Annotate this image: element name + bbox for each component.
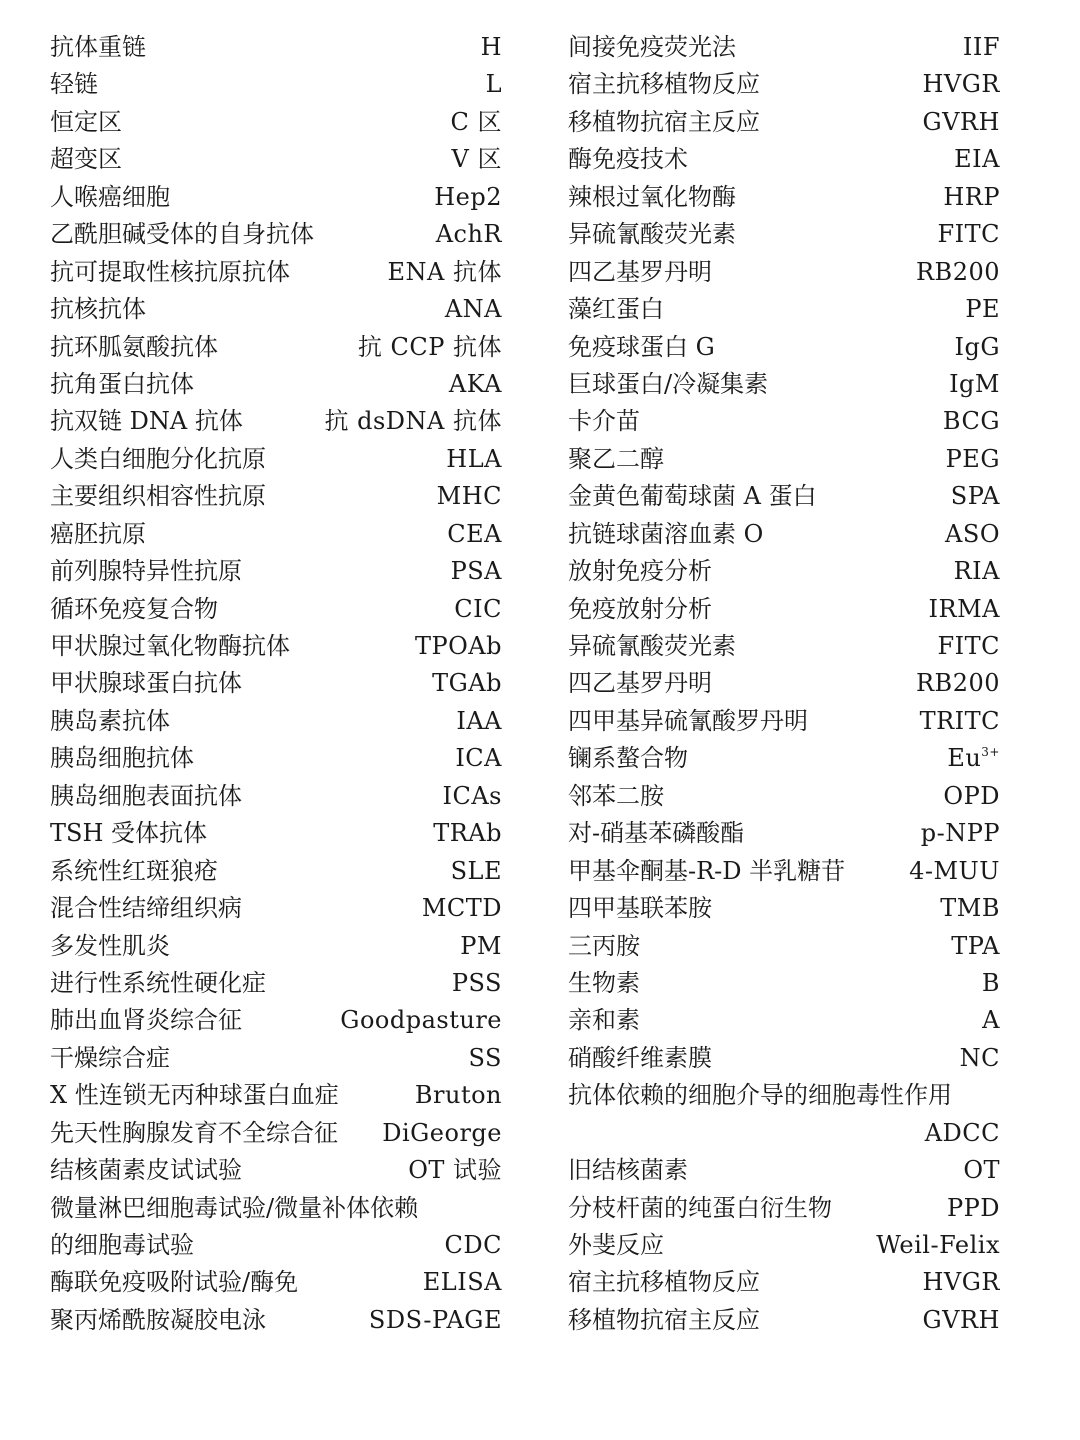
abbreviation-row	[568, 291, 1000, 328]
abbreviation-text	[937, 628, 1000, 665]
term-text: 胰岛素抗体	[50, 706, 170, 735]
term-text: 四甲基联苯胺	[568, 894, 712, 923]
abbreviation-text	[922, 66, 1000, 103]
abbreviation-text	[340, 1002, 502, 1039]
abbreviation-row	[50, 778, 502, 815]
abbreviation-row	[568, 965, 1000, 1002]
abbreviation-row	[568, 928, 1000, 965]
abbreviation-row	[568, 329, 1000, 366]
abbreviation-text	[451, 553, 502, 590]
abbreviation-value: ADCC	[924, 1118, 1000, 1147]
term-text: 抗体重链	[50, 33, 146, 61]
abbreviation-value: H	[480, 33, 502, 61]
abbreviation-value: TPA	[951, 931, 1000, 960]
abbreviation-text	[951, 928, 1000, 965]
abbreviation-value: EIA	[954, 145, 1000, 174]
abbreviation-value: SDS-PAGE	[368, 1305, 502, 1334]
term-text: 聚丙烯酰胺凝胶电泳	[50, 1305, 266, 1334]
term-text: 人喉癌细胞	[50, 182, 170, 211]
superscript-charge: 3+	[981, 745, 1000, 760]
abbreviation-text	[388, 254, 502, 291]
term-text: 乙酰胆碱受体的自身抗体	[50, 220, 314, 249]
abbreviation-row	[50, 740, 502, 777]
abbreviation-row	[568, 890, 1000, 927]
left-abbreviation-column	[50, 29, 502, 1339]
term-text: 多发性肌炎	[50, 931, 170, 960]
abbreviation-value: PSA	[450, 557, 502, 586]
abbreviation-value: IRMA	[928, 594, 1000, 623]
term-text: 异硫氰酸荧光素	[568, 220, 736, 249]
abbreviation-row	[50, 628, 502, 665]
abbreviation-value: GVRH	[922, 1305, 1000, 1334]
abbreviation-value: p-NPP	[920, 819, 1000, 848]
abbreviation-value: V 区	[451, 145, 502, 174]
abbreviation-text	[954, 329, 1000, 366]
term-text: 分枝杆菌的纯蛋白衍生物	[568, 1193, 832, 1222]
abbreviation-text	[982, 1002, 1000, 1039]
abbreviation-text	[415, 1077, 502, 1114]
term-text: 移植物抗宿主反应	[568, 1305, 760, 1334]
abbreviation-text	[947, 1190, 1000, 1227]
term-text: 胰岛细胞抗体	[50, 744, 194, 773]
abbreviation-value: OT	[963, 1156, 1000, 1185]
abbreviation-row	[50, 366, 502, 403]
abbreviation-value: PPD	[946, 1193, 1000, 1222]
abbreviation-row	[568, 66, 1000, 103]
term-text: 放射免疫分析	[568, 557, 712, 586]
abbreviation-text	[943, 403, 1000, 440]
term-text: 结核菌素皮试试验	[50, 1156, 242, 1185]
abbreviation-text	[954, 141, 1000, 178]
abbreviation-row	[50, 291, 502, 328]
abbreviation-text	[460, 928, 502, 965]
abbreviation-row	[568, 366, 1000, 403]
term-text: 甲基伞酮基-R-D 半乳糖苷	[568, 856, 846, 885]
abbreviation-value: A	[982, 1006, 1000, 1035]
abbreviation-value: FITC	[937, 632, 1000, 660]
term-text: 先天性胸腺发育不全综合征	[50, 1118, 338, 1147]
abbreviation-row	[568, 1002, 1000, 1039]
abbreviation-text	[408, 1152, 502, 1189]
abbreviation-row	[50, 553, 502, 590]
abbreviation-value: TGAb	[432, 669, 502, 698]
abbreviation-text	[382, 1115, 502, 1152]
abbreviation-value: Goodpasture	[340, 1006, 502, 1035]
abbreviation-value: IgM	[949, 369, 1000, 398]
term-text: 抗核抗体	[50, 295, 146, 324]
abbreviation-row	[50, 1152, 502, 1189]
abbreviation-text	[965, 291, 1000, 328]
term-text: 生物素	[568, 968, 640, 997]
abbreviation-text	[943, 179, 1000, 216]
abbreviation-value: PEG	[945, 444, 1000, 473]
term-text: 卡介苗	[568, 407, 640, 436]
abbreviation-row	[50, 141, 502, 178]
abbreviation-row	[568, 441, 1000, 478]
term-text: 宿主抗移植物反应	[568, 1268, 760, 1297]
term-text: 对-硝基苯磷酸酯	[568, 819, 745, 848]
term-text: 超变区	[50, 145, 122, 174]
abbreviation-text	[452, 141, 502, 178]
abbreviation-text	[445, 291, 502, 328]
abbreviation-text	[943, 778, 1000, 815]
abbreviation-row	[50, 254, 502, 291]
abbreviation-row	[50, 1002, 502, 1039]
abbreviation-row	[568, 1190, 1000, 1227]
term-text: 间接免疫荧光法	[568, 33, 736, 61]
abbreviation-text	[456, 703, 502, 740]
abbreviation-text	[960, 1040, 1000, 1077]
abbreviation-row	[50, 1040, 502, 1077]
term-text: 轻链	[50, 70, 98, 99]
term-text: 外斐反应	[568, 1231, 664, 1259]
abbreviation-text	[452, 965, 502, 1002]
term-text: 邻苯二胺	[568, 781, 664, 810]
term-text: 系统性红斑狼疮	[50, 856, 218, 885]
abbreviation-text	[949, 366, 1000, 403]
term-text: 抗环胍氨酸抗体	[50, 332, 218, 361]
abbreviation-text	[916, 665, 1000, 702]
abbreviation-text	[449, 366, 502, 403]
abbreviation-text	[451, 104, 503, 141]
abbreviation-text	[433, 815, 502, 852]
abbreviation-value: C 区	[450, 107, 502, 136]
abbreviation-text	[916, 254, 1000, 291]
abbreviation-text	[434, 179, 502, 216]
abbreviation-row	[568, 1227, 1000, 1264]
abbreviation-value: DiGeorge	[382, 1118, 502, 1147]
term-text: 抗链球菌溶血素 O	[568, 519, 764, 548]
term-text: 抗双链 DNA 抗体	[50, 407, 243, 436]
abbreviation-text	[921, 815, 1000, 852]
term-text: 硝酸纤维素膜	[568, 1043, 712, 1072]
abbreviation-value: AKA	[448, 369, 502, 398]
abbreviation-value: HLA	[446, 444, 502, 473]
abbreviation-text	[922, 104, 1000, 141]
abbreviation-value: HRP	[943, 182, 1000, 211]
abbreviation-text	[920, 703, 1000, 740]
abbreviation-row	[50, 1302, 502, 1339]
abbreviation-row	[50, 329, 502, 366]
term-text: 甲状腺球蛋白抗体	[50, 669, 242, 698]
abbreviation-text	[415, 628, 502, 665]
abbreviation-value: TRITC	[919, 706, 1000, 735]
abbreviation-value: 抗 dsDNA 抗体	[324, 407, 502, 436]
abbreviation-value: 4-MUU	[909, 856, 1000, 885]
abbreviation-value: ICA	[455, 744, 502, 773]
term-text: 酶联免疫吸附试验/酶免	[50, 1268, 299, 1297]
abbreviation-row	[50, 1115, 502, 1152]
abbreviation-value: RIA	[953, 557, 1000, 586]
term-text: X 性连锁无丙种球蛋白血症	[50, 1081, 339, 1110]
abbreviation-value: BCG	[942, 407, 1000, 436]
abbreviation-row	[568, 104, 1000, 141]
term-text: 恒定区	[50, 107, 122, 136]
abbreviation-row	[568, 591, 1000, 628]
abbreviation-value: FITC	[937, 220, 1000, 249]
abbreviation-row	[50, 1227, 502, 1264]
abbreviation-row	[568, 665, 1000, 702]
abbreviation-value: SS	[468, 1043, 502, 1072]
abbreviation-value: CIC	[454, 594, 502, 623]
term-text: 抗体依赖的细胞介导的细胞毒性作用	[568, 1081, 952, 1110]
abbreviation-value: IIF	[962, 33, 1000, 61]
abbreviation-row	[50, 104, 502, 141]
term-text: 金黄色葡萄球菌 A 蛋白	[568, 482, 817, 511]
abbreviation-row	[568, 216, 1000, 253]
abbreviation-text	[945, 516, 1000, 553]
abbreviation-text	[445, 1227, 502, 1264]
term-text: 混合性结缔组织病	[50, 894, 242, 923]
abbreviation-value: TPOAb	[414, 632, 502, 660]
term-text: 旧结核菌素	[568, 1156, 688, 1185]
abbreviation-row	[568, 478, 1000, 515]
term-text: 肺出血肾炎综合征	[50, 1006, 242, 1035]
abbreviation-row	[568, 628, 1000, 665]
abbreviation-row	[50, 179, 502, 216]
abbreviation-text	[432, 665, 502, 702]
abbreviation-value: ELISA	[422, 1268, 502, 1297]
abbreviation-row	[50, 928, 502, 965]
abbreviation-text	[437, 478, 502, 515]
abbreviation-text	[982, 965, 1000, 1002]
term-text: 四乙基罗丹明	[568, 669, 712, 698]
abbreviation-value: B	[981, 968, 1000, 997]
abbreviation-row	[568, 740, 1000, 777]
abbreviation-text	[436, 216, 502, 253]
abbreviation-value: SPA	[950, 482, 1000, 511]
abbreviation-value: MHC	[436, 482, 502, 511]
term-text: 人类白细胞分化抗原	[50, 444, 266, 473]
abbreviation-row	[568, 29, 1000, 66]
term-text: 酶免疫技术	[568, 145, 688, 174]
abbreviation-row	[50, 216, 502, 253]
abbreviation-row	[568, 853, 1000, 890]
abbreviation-row	[568, 703, 1000, 740]
abbreviation-text	[455, 740, 502, 777]
right-abbreviation-column	[568, 29, 1000, 1339]
abbreviation-row	[568, 254, 1000, 291]
abbreviation-row	[568, 1264, 1000, 1301]
abbreviation-row	[50, 965, 502, 1002]
term-text: 干燥综合症	[50, 1043, 170, 1072]
term-text: 循环免疫复合物	[50, 594, 218, 623]
abbreviation-text	[469, 1040, 502, 1077]
abbreviation-row	[50, 441, 502, 478]
abbreviation-text	[358, 329, 502, 366]
abbreviation-value: HVGR	[922, 1268, 1000, 1297]
abbreviation-value: SLE	[450, 856, 502, 885]
term-text: 前列腺特异性抗原	[50, 557, 242, 586]
abbreviation-value: PM	[460, 931, 502, 960]
abbreviation-row	[50, 478, 502, 515]
abbreviation-row	[568, 1077, 1000, 1114]
abbreviation-value: OT 试验	[408, 1156, 502, 1185]
abbreviation-row	[568, 141, 1000, 178]
abbreviation-value: IgG	[954, 332, 1000, 361]
abbreviation-text	[946, 441, 1000, 478]
term-text: 移植物抗宿主反应	[568, 107, 760, 136]
abbreviation-row	[568, 516, 1000, 553]
term-text: 的细胞毒试验	[50, 1231, 194, 1259]
term-text: 抗角蛋白抗体	[50, 369, 194, 398]
abbreviation-row	[568, 403, 1000, 440]
term-text: 微量淋巴细胞毒试验/微量补体依赖	[50, 1193, 419, 1222]
term-text: 癌胚抗原	[50, 519, 146, 548]
term-text: 主要组织相容性抗原	[50, 482, 266, 511]
abbreviation-value: Hep2	[434, 182, 502, 211]
abbreviation-value: CDC	[444, 1231, 502, 1259]
abbreviation-text	[486, 66, 502, 103]
abbreviation-value: ICAs	[442, 781, 502, 810]
abbreviation-value: PSS	[451, 968, 502, 997]
abbreviation-text	[454, 591, 502, 628]
abbreviation-value: ENA 抗体	[387, 257, 502, 286]
term-text: 进行性系统性硬化症	[50, 968, 266, 997]
abbreviation-value: Bruton	[414, 1081, 502, 1110]
abbreviation-text	[422, 890, 502, 927]
abbreviation-value: HVGR	[922, 70, 1000, 99]
term-text: 四乙基罗丹明	[568, 257, 712, 286]
abbreviation-text	[937, 216, 1000, 253]
term-text: 抗可提取性核抗原抗体	[50, 257, 290, 286]
term-text: 免疫球蛋白 G	[568, 332, 715, 361]
abbreviation-value: RB200	[915, 257, 1000, 286]
abbreviation-text	[909, 853, 1000, 890]
abbreviation-value: OPD	[943, 781, 1000, 810]
abbreviation-row	[50, 1264, 502, 1301]
abbreviation-row	[568, 1302, 1000, 1339]
abbreviation-value: AchR	[435, 220, 502, 249]
abbreviation-value: TMB	[940, 894, 1000, 923]
abbreviation-value: PE	[965, 295, 1000, 324]
abbreviation-text	[951, 478, 1000, 515]
abbreviation-row	[568, 179, 1000, 216]
term-text: 藻红蛋白	[568, 295, 664, 324]
abbreviation-text	[443, 778, 503, 815]
abbreviation-text	[423, 1264, 502, 1301]
term-text: 四甲基异硫氰酸罗丹明	[568, 706, 808, 735]
abbreviation-value: NC	[959, 1043, 1000, 1072]
abbreviation-row	[568, 1040, 1000, 1077]
term-text: TSH 受体抗体	[50, 819, 208, 848]
abbreviation-row	[50, 66, 502, 103]
abbreviation-text	[369, 1302, 502, 1339]
term-text: 胰岛细胞表面抗体	[50, 781, 242, 810]
abbreviation-value: GVRH	[922, 107, 1000, 136]
abbreviation-text	[929, 591, 1000, 628]
abbreviation-value: 抗 CCP 抗体	[357, 332, 502, 361]
abbreviation-value: ASO	[945, 519, 1000, 548]
abbreviation-text	[451, 853, 502, 890]
abbreviation-text	[963, 1152, 1000, 1189]
abbreviation-text	[940, 890, 1000, 927]
term-text: 甲状腺过氧化物酶抗体	[50, 632, 290, 660]
abbreviation-row	[50, 1190, 502, 1227]
abbreviation-value: MCTD	[421, 894, 502, 923]
abbreviation-text	[447, 516, 502, 553]
abbreviation-row	[568, 553, 1000, 590]
term-text: 异硫氰酸荧光素	[568, 632, 736, 660]
term-text: 亲和素	[568, 1006, 640, 1035]
abbreviation-value: TRAb	[433, 819, 502, 848]
abbreviation-row	[50, 853, 502, 890]
term-text: 辣根过氧化物酶	[568, 182, 736, 211]
abbreviation-text	[922, 1264, 1000, 1301]
abbreviation-value: Eu	[947, 744, 982, 773]
abbreviation-value: CEA	[447, 519, 502, 548]
abbreviation-text	[947, 740, 1000, 777]
abbreviation-value: IAA	[456, 706, 502, 735]
abbreviation-text	[925, 1115, 1000, 1152]
abbreviation-value: RB200	[915, 669, 1000, 698]
abbreviation-text	[922, 1302, 1000, 1339]
abbreviation-text	[324, 403, 502, 440]
abbreviation-row	[50, 703, 502, 740]
term-text: 镧系螯合物	[568, 744, 688, 773]
abbreviation-text	[963, 29, 1000, 66]
abbreviation-value: ANA	[444, 295, 502, 324]
abbreviation-text	[876, 1227, 1000, 1264]
abbreviation-row	[568, 778, 1000, 815]
abbreviation-row	[50, 403, 502, 440]
term-text: 聚乙二醇	[568, 444, 664, 473]
abbreviation-row	[50, 1077, 502, 1114]
term-text: 免疫放射分析	[568, 594, 712, 623]
abbreviation-text	[446, 441, 502, 478]
abbreviation-row	[50, 591, 502, 628]
abbreviation-text	[954, 553, 1000, 590]
abbreviation-row	[50, 665, 502, 702]
term-text: 宿主抗移植物反应	[568, 70, 760, 99]
term-text: 巨球蛋白/冷凝集素	[568, 369, 769, 398]
abbreviation-row	[568, 1152, 1000, 1189]
abbreviation-text	[481, 29, 502, 66]
abbreviation-row	[50, 29, 502, 66]
abbreviation-row	[50, 890, 502, 927]
abbreviation-value: L	[485, 70, 502, 99]
abbreviation-row	[50, 516, 502, 553]
abbreviation-value: Weil-Felix	[876, 1231, 1000, 1259]
term-text: 三丙胺	[568, 931, 640, 960]
abbreviation-row	[568, 815, 1000, 852]
abbreviation-row	[568, 1115, 1000, 1152]
abbreviation-row	[50, 815, 502, 852]
